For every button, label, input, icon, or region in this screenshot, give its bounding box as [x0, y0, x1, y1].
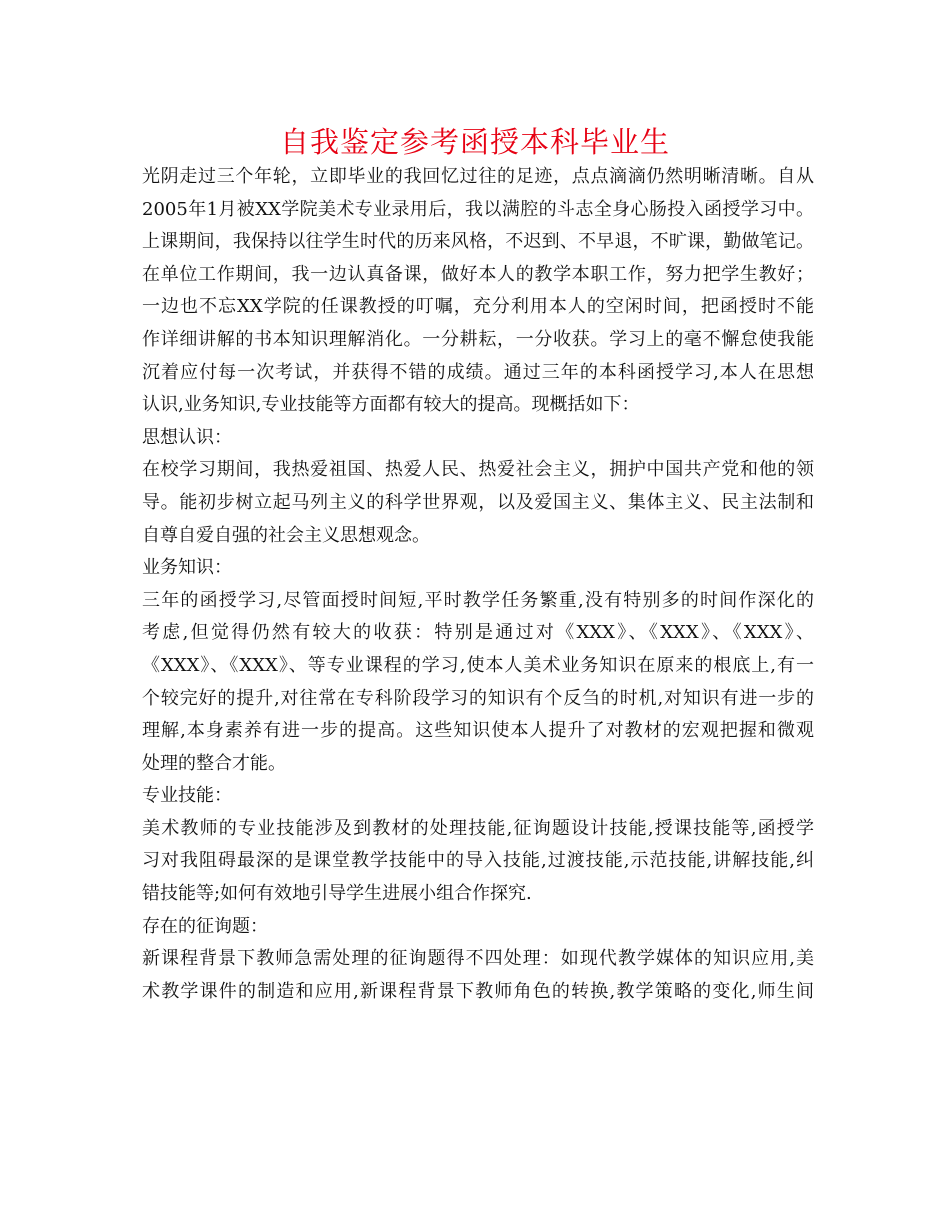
text-line: 术教学课件的制造和应用,新课程背景下教师角色的转换,教学策略的变化,师生间 [142, 980, 814, 1002]
text-line: 处理的整合才能。 [142, 752, 286, 774]
text-line: 2005年1月被XX学院美术专业录用后，我以满腔的斗志全身心肠投入函授学习中。 [142, 198, 814, 220]
text-line: 理解,本身素养有进一步的提高。这些知识使本人提升了对教材的宏观把握和微观 [142, 720, 814, 742]
text-line: 美术教师的专业技能涉及到教材的处理技能,征询题设计技能,授课技能等,函授学 [142, 817, 814, 839]
text-line: 光阴走过三个年轮，立即毕业的我回忆过往的足迹，点点滴滴仍然明晰清晰。自从 [142, 166, 814, 187]
text-line: 沉着应付每一次考试，并获得不错的成绩。通过三年的本科函授学习,本人在思想 [142, 361, 814, 383]
text-line: 在单位工作期间，我一边认真备课，做好本人的教学本职工作，努力把学生教好； [142, 263, 814, 285]
text-line: 新课程背景下教师急需处理的征询题得不四处理：如现代教学媒体的知识应用,美 [142, 948, 814, 970]
text-line: 业务知识： [142, 557, 232, 579]
text-line: 上课期间，我保持以往学生时代的历来风格，不迟到、不早退，不旷课，勤做笔记。 [142, 231, 814, 253]
text-line: 自尊自爱自强的社会主义思想观念。 [142, 524, 430, 546]
text-line: 个较完好的提升,对往常在专科阶段学习的知识有个反刍的时机,对知识有进一步的 [142, 687, 814, 709]
text-line: 考虑,但觉得仍然有较大的收获：特别是通过对《XXX》、《XXX》、《XXX》、 [142, 622, 814, 644]
text-line: 专业技能： [142, 785, 232, 807]
text-line: 错技能等;如何有效地引导学生进展小组合作探究. [142, 883, 532, 905]
text-line: 导。能初步树立起马列主义的科学世界观，以及爱国主义、集体主义、民主法制和 [142, 491, 814, 513]
text-line: 思想认识： [142, 426, 232, 448]
text-line: 在校学习期间，我热爱祖国、热爱人民、热爱社会主义，拥护中国共产党和他的领 [142, 459, 814, 481]
text-line: 认识,业务知识,专业技能等方面都有较大的提高。现概括如下： [142, 394, 640, 416]
text-line: 作详细讲解的书本知识理解消化。一分耕耘，一分收获。学习上的毫不懈怠使我能 [142, 328, 814, 350]
text-line: 《XXX》、《XXX》、等专业课程的学习,使本人美术业务知识在原来的根底上,有一 [142, 654, 814, 676]
document-title: 自我鉴定参考函授本科毕业生 [279, 125, 670, 159]
document-body [142, 161, 814, 1008]
text-line: 习对我阻碍最深的是课堂教学技能中的导入技能,过渡技能,示范技能,讲解技能,纠 [142, 850, 814, 872]
text-line: 三年的函授学习,尽管面授时间短,平时教学任务繁重,没有特别多的时间作深化的 [142, 589, 814, 611]
text-line: 一边也不忘XX学院的任课教授的叮嘱，充分利用本人的空闲时间，把函授时不能 [142, 296, 814, 318]
text-line: 存在的征询题： [142, 915, 268, 937]
